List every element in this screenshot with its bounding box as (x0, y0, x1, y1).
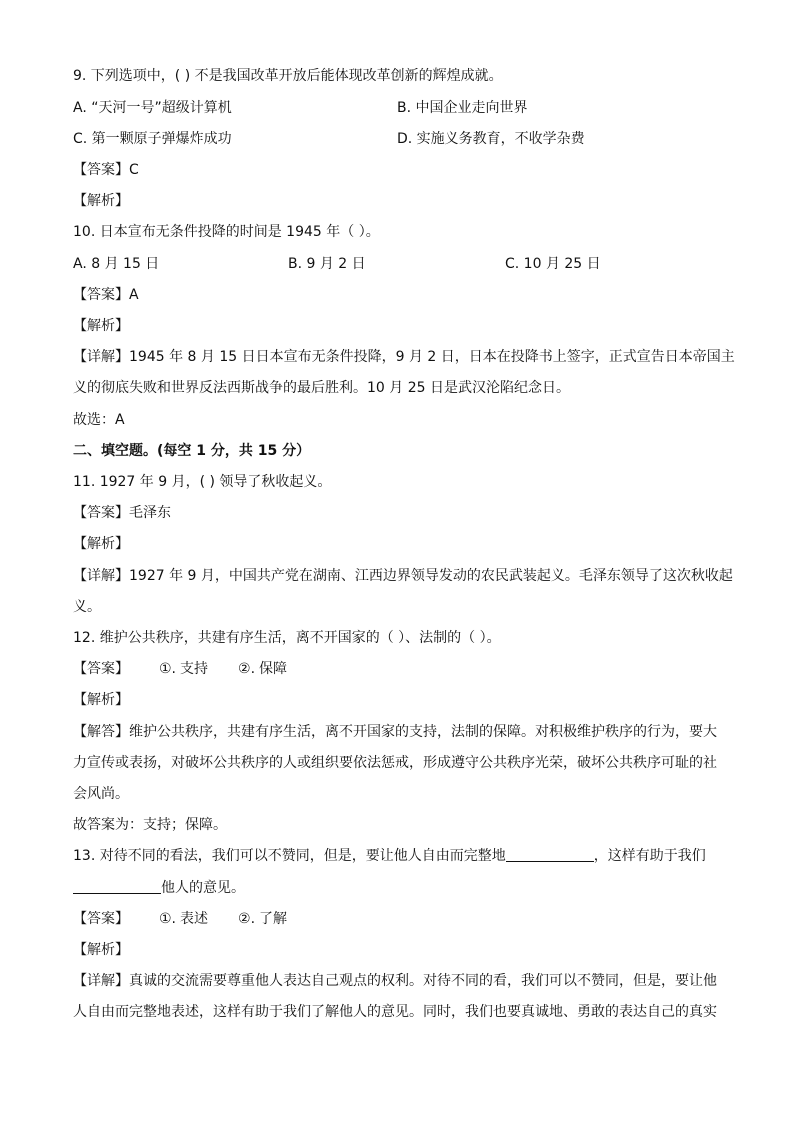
answer-value: 毛泽东 (129, 505, 171, 521)
question-9-option-b: B. 中国企业走向世界 (397, 100, 528, 116)
question-10-analysis-tag: 【解析】 (73, 318, 129, 334)
question-9-analysis-tag: 【解析】 (73, 193, 129, 209)
question-13-detail-line-2: 人自由而完整地表述，这样有助于我们了解他人的意见。同时，我们也要真诚地、勇敢的表达自己的真实 (73, 1004, 717, 1020)
answer-2-value: 保障 (259, 661, 288, 677)
question-13-detail-line-1: 【详解】真诚的交流需要尊重他人表达自己观点的权利。对待不同的看，我们可以不赞同，但是，要让他 (73, 973, 717, 989)
fill-blank-1 (506, 847, 594, 862)
question-10-answer (73, 285, 139, 305)
question-9-stem: 9. 下列选项中，( ) 不是我国改革开放后能体现改革创新的辉煌成就。 (73, 68, 503, 84)
question-11-detail-line-2: 义。 (73, 599, 101, 615)
answer-2-number: ②. (238, 911, 256, 927)
question-13-analysis-tag: 【解析】 (73, 942, 129, 958)
answer-value: A (129, 287, 139, 303)
stem-part-3: 他人的意见。 (161, 880, 245, 896)
question-9-option-a: A. “天河一号”超级计算机 (73, 100, 232, 116)
answer-1-value: 支持 (180, 661, 209, 677)
answer-1-value: 表述 (180, 911, 209, 927)
answer-tag: 【答案】 (73, 661, 129, 677)
question-10-stem: 10. 日本宣布无条件投降的时间是 1945 年（ ）。 (73, 224, 380, 240)
section-2-title: 二、填空题。(每空 1 分，共 15 分） (73, 443, 311, 459)
question-12-detail-line-3: 会风尚。 (73, 786, 129, 802)
question-9-option-c: C. 第一颗原子弹爆炸成功 (73, 131, 232, 147)
question-11-detail-line-1: 【详解】1927 年 9 月，中国共产党在湖南、江西边界领导发动的农民武装起义。毛泽东领导了这次秋收起 (73, 568, 733, 584)
answer-tag: 【答案】 (73, 162, 129, 178)
question-10-option-a: A. 8 月 15 日 (73, 256, 160, 272)
answer-2-number: ②. (238, 661, 256, 677)
question-10-detail-line-1: 【详解】1945 年 8 月 15 日日本宣布无条件投降，9 月 2 日，日本在投降书上签字，正式宣告日本帝国主 (73, 349, 735, 365)
question-10-option-c: C. 10 月 25 日 (505, 256, 601, 272)
question-12-stem: 12. 维护公共秩序，共建有序生活，离不开国家的（ ）、法制的（ ）。 (73, 630, 501, 646)
question-10-detail-line-2: 义的彻底失败和世界反法西斯战争的最后胜利。10 月 25 日是武汉沦陷纪念日。 (73, 380, 570, 396)
question-12-detail-line-2: 力宣传或表扬，对破坏公共秩序的人或组织要依法惩戒，形成遵守公共秩序光荣，破坏公共秩序可耻的社 (73, 755, 717, 771)
question-11-answer (73, 503, 171, 523)
question-9-option-d: D. 实施义务教育，不收学杂费 (397, 131, 585, 147)
question-10-choice: 故选：A (73, 412, 125, 428)
question-12-answer (73, 659, 287, 679)
question-11-stem: 11. 1927 年 9 月，( ) 领导了秋收起义。 (73, 474, 332, 490)
answer-2-value: 了解 (259, 911, 288, 927)
answer-value: C (129, 162, 139, 178)
answer-tag: 【答案】 (73, 287, 129, 303)
stem-part-1: 13. 对待不同的看法，我们可以不赞同，但是，要让他人自由而完整地 (73, 848, 506, 864)
answer-1-number: ①. (159, 911, 177, 927)
question-13-stem-line-1 (73, 846, 706, 866)
question-13-answer (73, 909, 287, 929)
answer-tag: 【答案】 (73, 911, 129, 927)
question-11-analysis-tag: 【解析】 (73, 536, 129, 552)
question-12-detail-line-1: 【解答】维护公共秩序，共建有序生活，离不开国家的支持，法制的保障。对积极维护秩序的行为，要大 (73, 724, 717, 740)
question-10-option-b: B. 9 月 2 日 (288, 256, 366, 272)
fill-blank-2 (73, 879, 161, 894)
question-12-analysis-tag: 【解析】 (73, 692, 129, 708)
answer-tag: 【答案】 (73, 505, 129, 521)
answer-1-number: ①. (159, 661, 177, 677)
question-12-final-answer: 故答案为：支持；保障。 (73, 817, 227, 833)
question-9-answer (73, 160, 139, 180)
stem-part-2: ，这样有助于我们 (593, 848, 706, 864)
question-13-stem-line-2 (73, 878, 245, 898)
